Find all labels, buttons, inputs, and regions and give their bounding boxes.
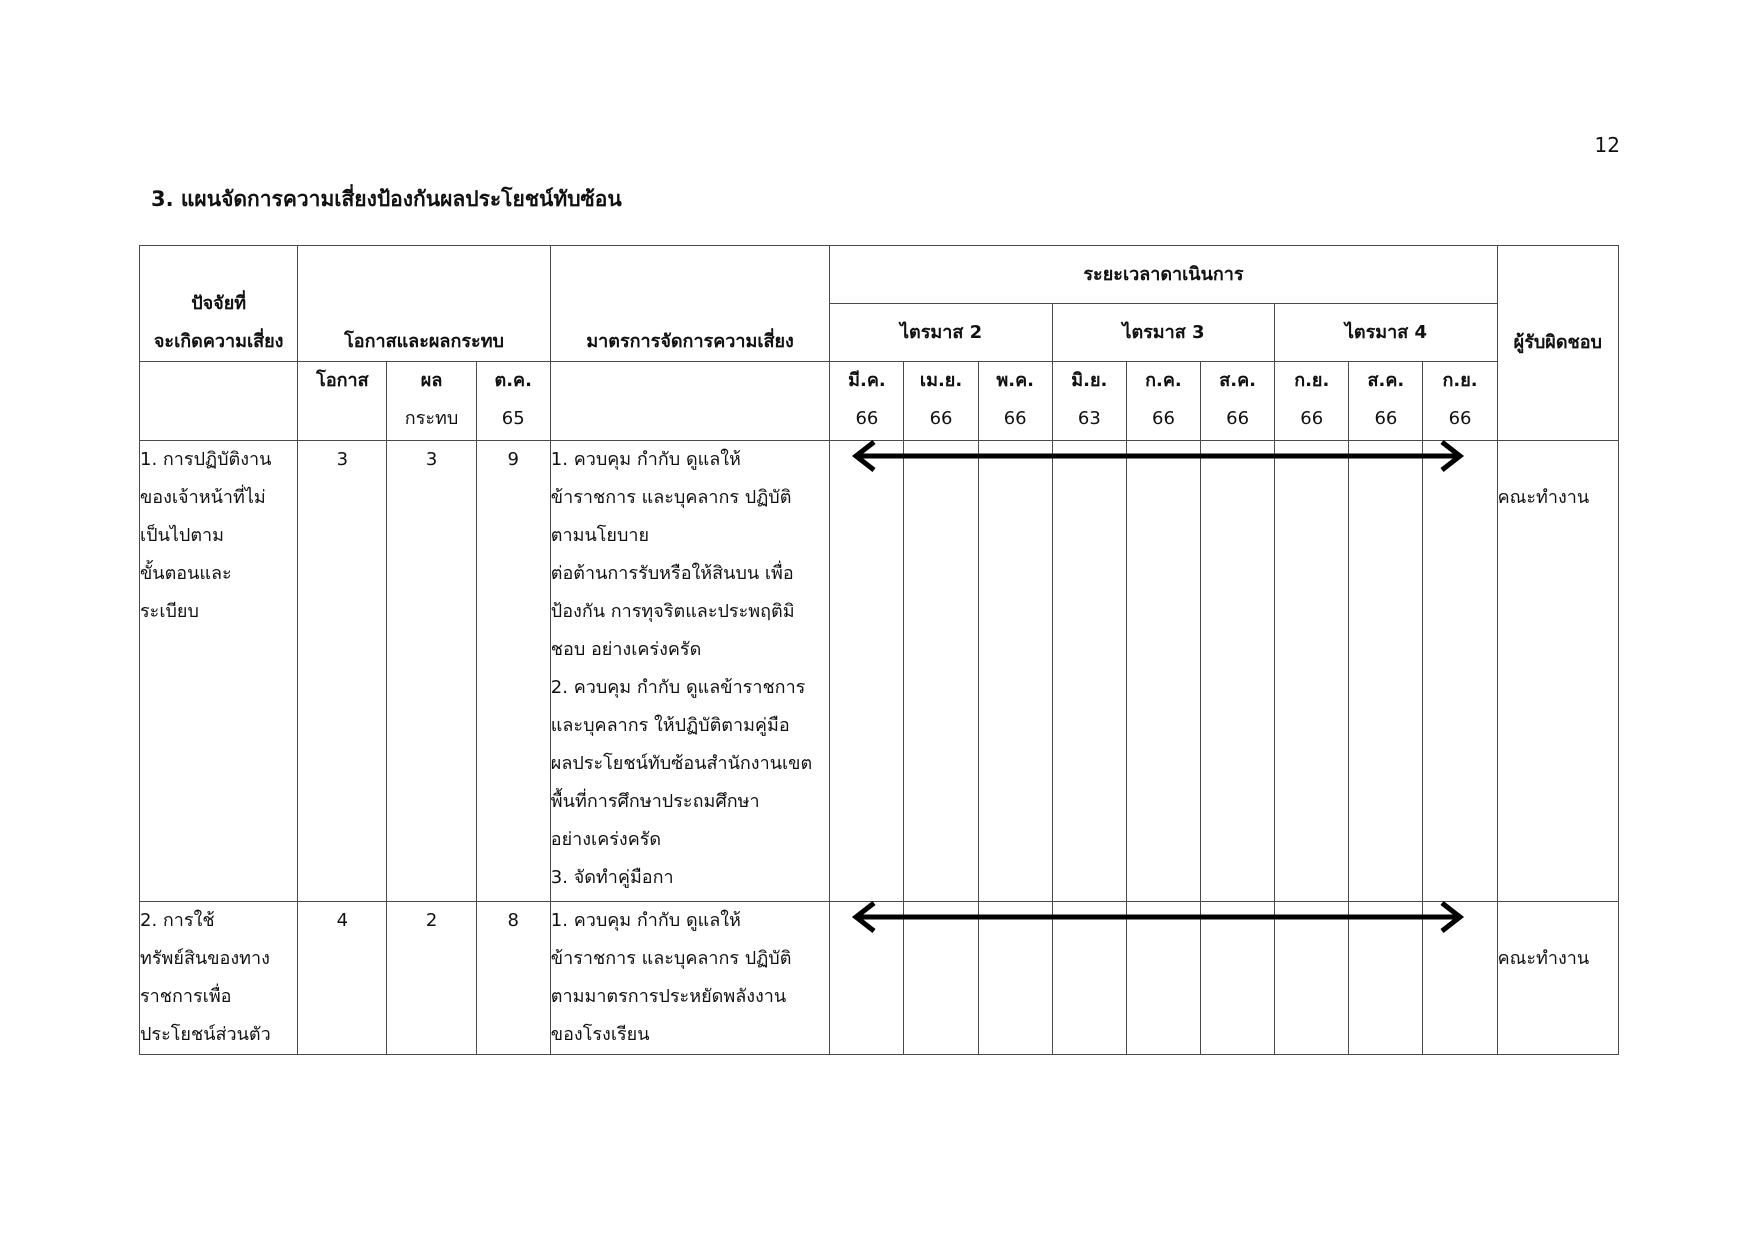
timeline-cell <box>1201 902 1275 1055</box>
timeline-cell <box>1126 441 1200 902</box>
timeline-cell <box>1423 441 1497 902</box>
header-impact-line-2: กระทบ <box>404 408 459 429</box>
timeline-cell <box>1349 441 1423 902</box>
month-name: ส.ค. <box>1219 370 1256 391</box>
month-year: 66 <box>1003 408 1027 429</box>
factor-line: ระเบียบ <box>140 601 199 622</box>
month-year: 66 <box>1448 408 1472 429</box>
header-score <box>476 362 550 441</box>
measure-line: ป้องกัน การทุจริตและประพฤติมิ <box>550 601 795 622</box>
table-row <box>140 902 1619 1055</box>
measure-line: ข้าราชการ และบุคลากร ปฏิบัติ <box>550 948 792 969</box>
header-probability: โอกาส <box>298 362 387 441</box>
measure-line: พื้นที่การศึกษาประถมศึกษา <box>550 791 760 812</box>
timeline-cell <box>904 441 978 902</box>
document-title: 3. แผนจัดการความเสี่ยงป้องกันผลประโยชน์ทับซ้อน <box>151 187 622 211</box>
month-year: 66 <box>1152 408 1175 429</box>
responsible-text: คณะทำงาน <box>1497 487 1590 508</box>
header-factor-spacer <box>140 362 298 441</box>
measure-line: ของโรงเรียน <box>550 1024 650 1045</box>
probability-cell: 4 <box>298 902 387 1055</box>
timeline-cell <box>1349 902 1423 1055</box>
probability-cell: 3 <box>298 441 387 902</box>
header-factor-line-1: ปัจจัยที่ <box>191 293 247 314</box>
header-factor <box>140 246 298 362</box>
responsible-cell <box>1497 441 1618 902</box>
measure-line: ตามนโยบาย <box>550 525 650 546</box>
factor-line: 1. การปฏิบัติงาน <box>140 449 272 470</box>
measures-cell <box>550 902 830 1055</box>
header-month <box>1423 362 1497 441</box>
timeline-cell <box>978 902 1052 1055</box>
measure-line: 3. จัดทำคู่มือกา <box>550 867 674 888</box>
header-impact-line-1: ผล <box>420 370 443 391</box>
month-name: ก.ค. <box>1145 370 1182 391</box>
timeline-cell <box>1201 441 1275 902</box>
month-year: 63 <box>1077 408 1101 429</box>
factor-line: ขั้นตอนและ <box>140 563 232 584</box>
table-row <box>140 441 1619 902</box>
risk-plan-table <box>139 245 1619 1055</box>
month-name: เม.ย. <box>919 370 963 391</box>
timeline-cell <box>904 902 978 1055</box>
timeline-cell <box>1275 441 1349 902</box>
header-impact <box>387 362 476 441</box>
header-month <box>1126 362 1200 441</box>
timeline-cell <box>1423 902 1497 1055</box>
measure-line: 2. ควบคุม กำกับ ดูแลข้าราชการ <box>550 677 806 698</box>
score-cell: 8 <box>476 902 550 1055</box>
impact-cell: 3 <box>387 441 476 902</box>
header-month <box>1349 362 1423 441</box>
month-year: 66 <box>855 408 879 429</box>
header-month <box>978 362 1052 441</box>
timeline-cell <box>1052 441 1126 902</box>
header-score-line-2: 65 <box>501 408 525 429</box>
measure-line: ข้าราชการ และบุคลากร ปฏิบัติ <box>550 487 792 508</box>
header-quarter-3: ไตรมาส 3 <box>1052 304 1274 362</box>
factor-line: เป็นไปตาม <box>140 525 225 546</box>
impact-cell: 2 <box>387 902 476 1055</box>
header-timeline: ระยะเวลาดาเนินการ <box>830 246 1497 304</box>
header-month <box>830 362 904 441</box>
month-name: มี.ค. <box>848 370 886 391</box>
timeline-cell <box>830 441 904 902</box>
header-factor-line-2: จะเกิดความเสี่ยง <box>153 331 284 352</box>
timeline-cell <box>1275 902 1349 1055</box>
factor-line: ราชการเพื่อ <box>140 986 232 1007</box>
measure-line: ต่อต้านการรับหรือให้สินบน เพื่อ <box>550 563 794 584</box>
measure-line: 1. ควบคุม กำกับ ดูแลให้ <box>550 449 741 470</box>
header-quarter-4: ไตรมาส 4 <box>1275 304 1497 362</box>
month-year: 66 <box>1374 408 1398 429</box>
measure-line: ตามมาตรการประหยัดพลังงาน <box>550 986 787 1007</box>
header-measures: มาตรการจัดการความเสี่ยง <box>550 246 830 362</box>
factor-line: ทรัพย์สินของทาง <box>140 948 270 969</box>
timeline-cell <box>830 902 904 1055</box>
measure-line: 1. ควบคุม กำกับ ดูแลให้ <box>550 910 741 931</box>
header-month <box>1275 362 1349 441</box>
timeline-cell <box>1052 902 1126 1055</box>
measure-line: ชอบ อย่างเคร่งครัด <box>550 639 702 660</box>
header-month <box>1201 362 1275 441</box>
month-year: 66 <box>929 408 953 429</box>
risk-factor-cell <box>140 441 298 902</box>
month-name: ส.ค. <box>1367 370 1405 391</box>
measure-line: และบุคลากร ให้ปฏิบัติตามคู่มือ <box>550 715 790 736</box>
header-quarter-2: ไตรมาส 2 <box>830 304 1052 362</box>
header-score-line-1: ต.ค. <box>494 370 532 391</box>
month-year: 66 <box>1226 408 1250 429</box>
month-name: ก.ย. <box>1442 370 1478 391</box>
month-name: พ.ค. <box>996 370 1034 391</box>
factor-line: ประโยชน์ส่วนตัว <box>140 1024 271 1045</box>
header-responsible: ผู้รับผิดชอบ <box>1497 246 1618 441</box>
risk-factor-cell <box>140 902 298 1055</box>
measures-cell <box>550 441 830 902</box>
factor-line: ของเจ้าหน้าที่ไม่ <box>140 487 266 508</box>
header-probability-impact: โอกาสและผลกระทบ <box>298 246 550 362</box>
measure-line: อย่างเคร่งครัด <box>550 829 662 850</box>
timeline-cell <box>978 441 1052 902</box>
responsible-cell <box>1497 902 1618 1055</box>
timeline-cell <box>1126 902 1200 1055</box>
month-name: มิ.ย. <box>1071 370 1108 391</box>
header-month <box>904 362 978 441</box>
month-name: ก.ย. <box>1294 370 1330 391</box>
measure-line: ผลประโยชน์ทับซ้อนสำนักงานเขต <box>550 753 813 774</box>
factor-line: 2. การใช้ <box>140 910 215 931</box>
responsible-text: คณะทำงาน <box>1497 948 1590 969</box>
page-number: 12 <box>1594 133 1620 157</box>
month-year: 66 <box>1300 408 1324 429</box>
score-cell: 9 <box>476 441 550 902</box>
header-measures-spacer <box>550 362 830 441</box>
header-month <box>1052 362 1126 441</box>
